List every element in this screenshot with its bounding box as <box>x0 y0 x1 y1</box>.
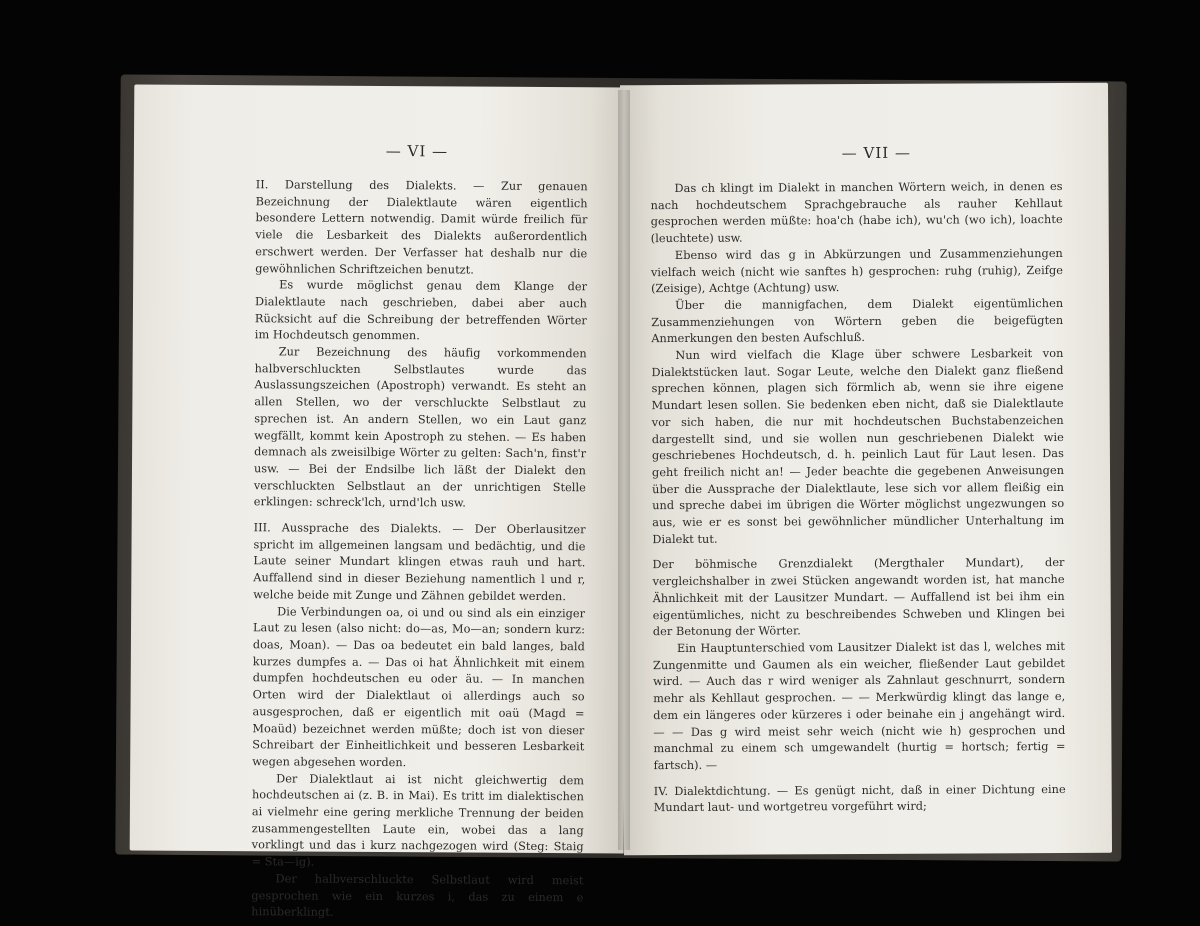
paragraph: Zur Bezeichnung des häufig vorkommenden halbverschluckten Selbstlautes wurde das Auslassungszeichen (Apostroph) verwandt. Es steht an allen Stellen, wo der verschluckte Selbstlaut zu sprechen ist. An andern Stellen, wo ein Laut ganz wegfällt, kommt kein Apostroph zu stehen. — Es haben demnach als zweisilbige Wörter zu gelten: Sach'n, finst'r usw. — Bei der Endsilbe lich läßt der Dialekt den verschluckten Selbstlaut an der unrichtigen Stelle erklingen: schreck'lch, urnd'lch usw. <box>253 345 587 510</box>
paragraph: Ein Hauptunterschied vom Lausitzer Dialekt ist das l, welches mit Zungenmitte und Gaumen als ein weicher, fließender Laut gebildet wird. — Auch das r wird weniger als Zahnlaut geschnurrt, sondern mehr als Kehllaut gesprochen. — — Merkwürdig klingt das lange e, dem ein längeres oder kürzeres i oder beinahe ein j angehängt wird. — — Das g wird meist sehr weich (nicht wie h) gesprochen und manchmal zu einem sch umgewandelt (hurtig = hortsch; fertig = fartsch). — <box>652 639 1066 773</box>
paragraph: Nun wird vielfach die Klage über schwere Lesbarkeit von Dialektstücken laut. Sogar Leute, welche den Dialekt ganz fließend sprechen können, plagen sich förmlich ab, wenn sie ihre eigene Mundart lesen sollen. Sie bedenken eben nicht, daß sie Dialektlaute vor sich haben, die nur mit hochdeutschen Buchstabenzeichen dargestellt sind, und sie wollen nun geschriebenen Dialekt wie geschriebenes Hochdeutsch, d. h. peinlich Laut für Laut lesen. Das geht freilich nicht an! — Jeder beachte die gegebenen Anweisungen über die Aussprache der Dialektlaute, lese sich vor allem fleißig ein und spreche dabei im übrigen die Wörter möglichst ungezwungen so aus, wie er es sonst bei gewöhnlicher mündlicher Unterhaltung im Dialekt tut. <box>651 346 1065 546</box>
paragraph: Es wurde möglichst genau dem Klange der Dialektlaute nach geschrieben, dabei aber auch Rücksicht auf die Schreibung der betreffenden Wörter im Hochdeutsch genommen. <box>254 278 588 343</box>
book-gutter <box>618 90 630 850</box>
right-page <box>620 83 1112 856</box>
paragraph: Über die mannigfachen, dem Dialekt eigentümlichen Zusammenziehungen von Wörtern geben die beigefügten Anmerkungen den besten Aufschluß. <box>651 296 1064 346</box>
page-number-right: — VII — <box>841 143 912 163</box>
paragraph: Die Verbindungen oa, oi und ou sind als ein einziger Laut zu lesen (also nicht: do—as, Mo—an; sondern kurz: doas, Moan). — Das oa bedeutet ein bald langes, bald kurzes dumpfes a. — Das oi hat Ähnlichkeit mit einem dumpfen hochdeutschen eu oder äu. — In manchen Orten wird der Dialektlaut oi allerdings auch so ausgesprochen, daß er eigentlich mit oaü (Magd = Moaüd) bezeichnet werden müßte; doch ist von dieser Schreibart der Einheitlichkeit und besseren Lesbarkeit wegen abgesehen worden. <box>252 604 586 770</box>
page-number-left: — VI — <box>385 142 449 161</box>
left-page <box>130 84 629 919</box>
paragraph: Der halbverschluckte Selbstlaut wird meist gesprochen wie ein kurzes i, das zu einem e hinüberklingt. <box>251 872 584 919</box>
paragraph: Ebenso wird das g in Abkürzungen und Zusammenziehungen vielfach weich (nicht wie sanftes h) gesprochen: ruhg (ruhig), Zeifge (Zeisige), Achtge (Achtung) usw. <box>650 246 1063 296</box>
paragraph: II. Darstellung des Dialekts. — Zur genauen Bezeichnung der Dialektlaute wären eigentlich besondere Lettern notwendig. Damit würde freilich für viele die Lesbarkeit des Dialekts außerordentlich erschwert werden. Der Verfasser hat deshalb nur die gewöhnlichen Schriftzeichen benutzt. <box>255 178 588 277</box>
paragraph: Der Dialektlaut ai ist nicht gleichwertig dem hochdeutschen ai (z. B. in Mai). Es tritt im dialektischen ai vielmehr eine gering merkliche Trennung der beiden zusammengestellten Laute ein, wobei das a lang vorklingt und das i kurz nachgezogen wird (Steg: Staig = Sta—ig). <box>251 771 585 869</box>
paragraph: IV. Dialektdichtung. — Es genügt nicht, daß in einer Dichtung eine Mundart laut- und wortgetreu vorgeführt wird; <box>653 782 1066 815</box>
paragraph: Das ch klingt im Dialekt in manchen Wörtern weich, in denen es nach hochdeutschem Sprachgebrauche als rauher Kehllaut gesprochen werden müßte: hoa'ch (habe ich), wu'ch (wo ich), loachte (leuchtete) usw. <box>650 179 1063 246</box>
paragraph: III. Aussprache des Dialekts. — Der Oberlausitzer spricht im allgemeinen langsam und bedächtig, und die Laute seiner Mundart klingen etwas rauh und hart. Auffallend sind in dieser Beziehung namentlich l und r, welche beide mit Zunge und Zähnen gebildet werden. <box>253 521 586 604</box>
paragraph: Der böhmische Grenzdialekt (Mergthaler Mundart), der vergleichshalber in zwei Stücken angewandt worden ist, hat manche Ähnlichkeit mit der Lausitzer Mundart. — Auffallend ist bei ihm ein eigentümliches, nicht zu beschreibendes Schweben und Klingen bei der Betonung der Wörter. <box>652 556 1065 639</box>
